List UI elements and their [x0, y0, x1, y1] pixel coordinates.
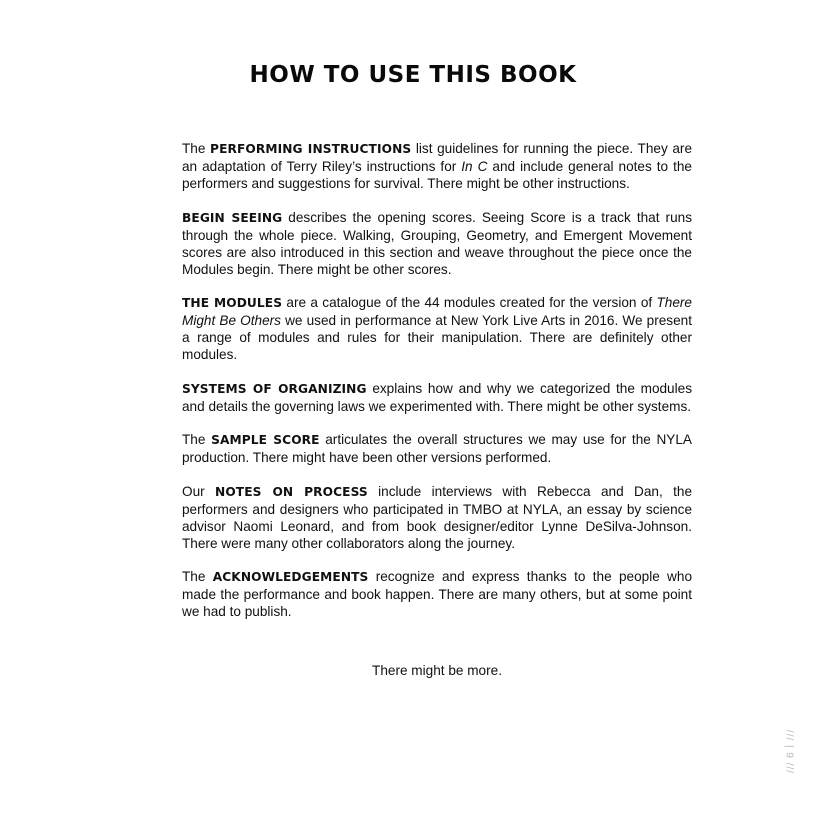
- text: recognize and express thanks to the people who made the performance and book happen. There are many others, but at some point we had to publish.: [182, 569, 692, 619]
- paragraph-sample-score: [182, 431, 692, 466]
- keyword: PERFORMING INSTRUCTIONS: [210, 142, 412, 156]
- text: explains how and why we categorized the modules and details the governing laws we experimented with. There might be other systems.: [182, 380, 692, 414]
- lead-text: The: [182, 432, 212, 447]
- keyword: SAMPLE SCORE: [211, 433, 320, 447]
- page-title: HOW TO USE THIS BOOK: [249, 62, 577, 88]
- text: we used in performance at New York Live Arts in 2016. We present a range of modules and rules for their manipulation. There are definitely other modules.: [182, 313, 692, 362]
- lead-text: The: [182, 569, 213, 584]
- keyword: NOTES ON PROCESS: [215, 484, 368, 499]
- lead-text: The: [182, 141, 211, 156]
- paragraph-begin-seeing: [182, 209, 692, 278]
- text: list guidelines for running the piece. They are an adaptation of Terry Riley’s instructions for: [182, 141, 693, 174]
- paragraph-systems-of-organizing: [182, 380, 692, 415]
- closing-line: There might be more.: [372, 663, 502, 678]
- paragraph-performing-instructions: [182, 140, 692, 192]
- text: and include general notes to the performers and suggestions for survival. There might be other instructions.: [182, 159, 692, 191]
- text: include interviews with Rebecca and Dan, the performers and designers who participated in TMBO at NYLA, an essay by science advisor Naomi Leonard, and from book designer/editor Lynne DeSilva-Johnson. There were many other collaborators along the journey.: [182, 483, 692, 551]
- keyword: BEGIN SEEING: [182, 210, 283, 225]
- text: are a catalogue of the 44 modules created for the version of: [282, 295, 657, 310]
- page-number-marker: /// | 9 ///: [783, 729, 795, 775]
- paragraph-the-modules: [182, 294, 692, 363]
- italic-title: In C: [461, 159, 488, 174]
- keyword: ACKNOWLEDGEMENTS: [212, 570, 369, 584]
- text: describes the opening scores. Seeing Score is a track that runs through the whole piece. Walking, Grouping, Geometry, and Emergent Movement scores are also introduced in this section and weave throughout the piece once the Modules begin. There might be other scores.: [182, 209, 692, 277]
- body-text: [182, 140, 692, 637]
- keyword: THE MODULES: [182, 296, 283, 310]
- lead-text: Our: [182, 483, 216, 499]
- text: articulates the overall structures we may use for the NYLA production. There might have been other versions performed.: [182, 432, 692, 465]
- paragraph-acknowledgements: [182, 568, 692, 620]
- keyword: SYSTEMS OF ORGANIZING: [182, 381, 367, 396]
- italic-title: There Might Be Others: [182, 295, 692, 328]
- paragraph-notes-on-process: [182, 483, 692, 552]
